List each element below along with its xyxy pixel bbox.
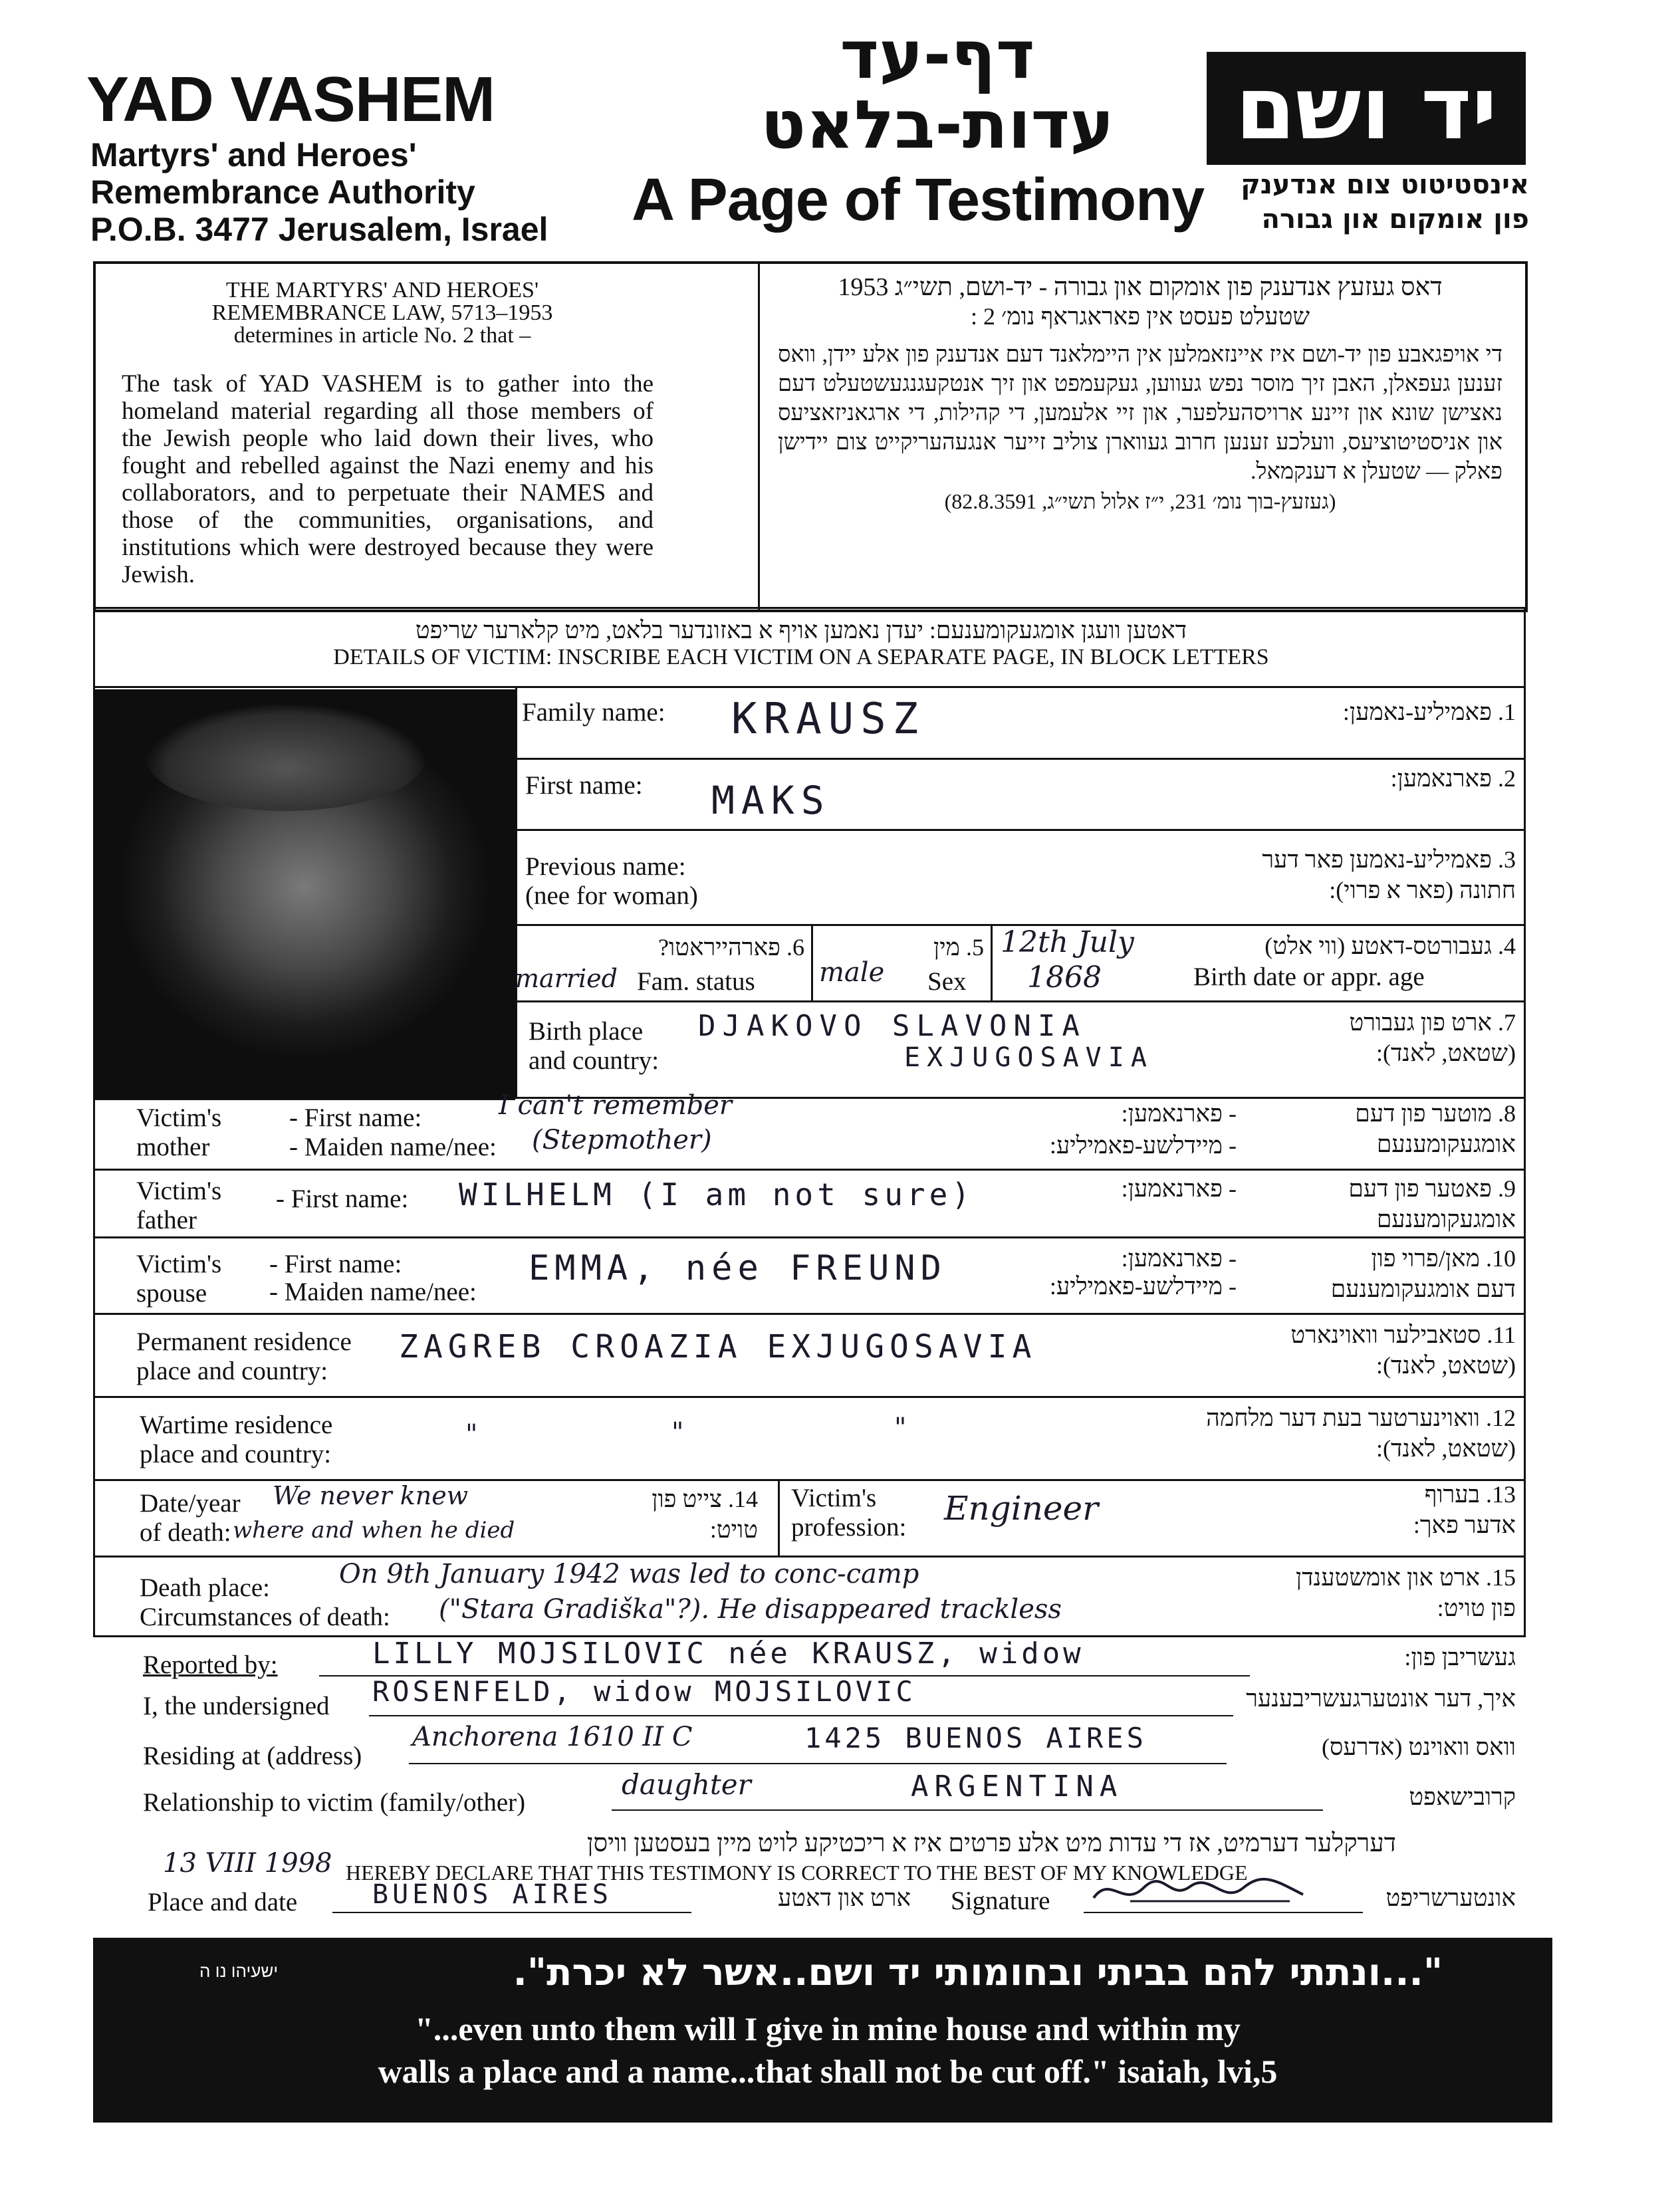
sex-label: Sex: [927, 967, 967, 996]
mother-first-name-value: I can't remember: [499, 1090, 733, 1121]
father-first-name-hebrew: - פארנאמען:: [1121, 1175, 1237, 1202]
undersigned-label: I, the undersigned: [143, 1692, 330, 1720]
father-hebrew-line-1: 9. פאטער פון דעם: [1348, 1175, 1516, 1202]
spouse-value: EMMA, née FREUND: [529, 1248, 947, 1288]
profession-hebrew-label: [1263, 1479, 1516, 1540]
reported-by-label: Reported by:: [143, 1651, 278, 1679]
previous-name-label-line-2: (nee for woman): [525, 881, 698, 910]
permanent-residence-value: ZAGREB CROAZIA EXJUGOSAVIA: [399, 1328, 1037, 1365]
first-name-hebrew-label: 2. פארנאמען:: [1390, 765, 1516, 792]
signature-line: [1084, 1912, 1363, 1913]
signature-label: Signature: [951, 1887, 1050, 1915]
permanent-residence-label-line-1: Permanent residence: [136, 1327, 352, 1356]
org-address-block: [90, 136, 548, 248]
death-place-hebrew-label: [1223, 1562, 1516, 1623]
death-date-label-line-1: Date/year: [140, 1489, 241, 1518]
law-heading-line-1: THE MARTYRS' AND HEROES': [225, 278, 539, 302]
logo-text: יד ושם: [1235, 58, 1497, 159]
permanent-residence-hebrew-line-1: 11. סטאבילער וואוינארט: [1290, 1322, 1516, 1348]
undersigned-line: [369, 1715, 1233, 1716]
previous-name-hebrew-line-1: 3. פאמיליע-נאמען פאר דער: [1262, 846, 1516, 873]
address-value-line-2: 1425 BUENOS AIRES: [804, 1722, 1147, 1754]
hebrew-title: [705, 16, 1170, 164]
permanent-residence-label: [136, 1327, 352, 1386]
mother-maiden-name-label: - Maiden name/nee:: [289, 1133, 497, 1161]
mother-hebrew-line-2: אומגעקומענעם: [1376, 1131, 1516, 1157]
family-status-label: Fam. status: [637, 967, 755, 996]
profession-hebrew-line-1: 13. בערוף: [1424, 1481, 1516, 1508]
relationship-country-value: ARGENTINA: [911, 1770, 1124, 1803]
mother-maiden-name-value: (Stepmother): [532, 1125, 712, 1155]
death-place-label-line-2: Circumstances of death:: [140, 1603, 390, 1631]
birth-place-label-line-2: and country:: [529, 1046, 660, 1075]
cell-divider: [991, 924, 993, 1000]
mother-first-name-label: - First name:: [289, 1103, 422, 1132]
spouse-maiden-name-hebrew: - מיידלשע-פאמיליע:: [1049, 1273, 1237, 1300]
quote-english: [100, 2008, 1556, 2093]
relationship-value: daughter: [622, 1768, 751, 1801]
death-place-hebrew-line-2: פון טויט:: [1437, 1595, 1516, 1621]
family-status-value: married: [515, 964, 618, 993]
grid-line: [515, 829, 1526, 831]
grid-line: [515, 1000, 1526, 1002]
father-hebrew-label: [1263, 1173, 1516, 1234]
death-date-label-line-2: of death:: [140, 1518, 231, 1547]
org-title: YAD VASHEM: [86, 64, 495, 135]
law-hebrew-text: [778, 273, 1502, 516]
undersigned-value: ROSENFELD, widow MOJSILOVIC: [372, 1675, 916, 1708]
previous-name-hebrew-line-2: חתונה (פאר א פרוי):: [1329, 877, 1516, 903]
grid-line: [93, 1396, 1526, 1398]
relationship-line: [612, 1809, 1323, 1811]
grid-line: [93, 607, 1526, 609]
grid-line: [93, 1236, 1526, 1238]
details-heading-hebrew: דאטען וועגן אומגעקומענעם: יעדן נאמען אויף א באזונדער בלאט, מיט קלארער שריפט: [415, 617, 1187, 643]
place-date-hebrew-label: ארט און דאטע: [777, 1885, 911, 1911]
victim-photo-highlight: [146, 705, 425, 811]
relationship-hebrew-label: קרובישאפט: [1409, 1784, 1516, 1810]
spouse-label-line-1: Victim's: [136, 1250, 222, 1278]
place-value: BUENOS AIRES: [372, 1879, 612, 1910]
family-name-value: KRAUSZ: [731, 695, 925, 744]
death-date-value-line-1: We never knew: [273, 1481, 469, 1510]
birth-date-value-year: 1868: [1027, 961, 1102, 994]
father-label-line-2: father: [136, 1206, 197, 1234]
hebrew-title-line-2: עדות-בלאט: [761, 86, 1114, 164]
father-hebrew-line-2: אומגעקומענעם: [1376, 1206, 1516, 1232]
mother-label: [136, 1103, 221, 1162]
mother-hebrew-line-1: 8. מוטער פון דעם: [1355, 1100, 1516, 1127]
permanent-residence-hebrew-line-2: (שטאט, לאנד):: [1376, 1352, 1516, 1379]
death-date-hebrew-line-2: טויט:: [709, 1516, 758, 1543]
death-date-value-line-2: where and when he died: [233, 1517, 515, 1544]
quote-hebrew-reference: ישעיהו נו ה: [199, 1961, 279, 1981]
address-value-line-1: Anchorena 1610 II C: [412, 1722, 693, 1752]
death-place-hebrew-line-1: 15. ארט און אומשטענדן: [1296, 1564, 1516, 1591]
cell-divider: [811, 924, 813, 1000]
birth-place-value-line-2: EXJUGOSAVIA: [904, 1042, 1153, 1073]
wartime-residence-hebrew-line-2: (שטאט, לאנד):: [1376, 1435, 1516, 1462]
relationship-label: Relationship to victim (family/other): [143, 1788, 526, 1817]
law-english-body: The task of YAD VASHEM is to gather into the homeland material regarding all those members of the Jewish people who laid down their lives, who fought and rebelled against the Nazi enemy and his collaborators, and to perpetuate their NAMES and those of the communities, organisations, and institutions which were destroyed because they were Jewish.: [122, 370, 654, 588]
sex-hebrew-label: 5. מין: [933, 934, 984, 961]
spouse-first-name-hebrew: - פארנאמען:: [1121, 1245, 1237, 1272]
spouse-label-line-2: spouse: [136, 1279, 207, 1308]
quote-english-line-1: "...even unto them will I give in mine house and within my: [415, 2010, 1241, 2047]
father-first-name-label: - First name:: [276, 1185, 409, 1213]
wartime-residence-label: [140, 1411, 332, 1469]
mother-label-line-1: Victim's: [136, 1103, 222, 1132]
wartime-residence-label-line-1: Wartime residence: [140, 1411, 333, 1439]
place-date-line: [332, 1912, 691, 1913]
org-line-1: Martyrs' and Heroes': [90, 136, 417, 173]
birth-place-label-line-1: Birth place: [529, 1017, 644, 1046]
photo-divider: [515, 686, 517, 1097]
mother-label-line-2: mother: [136, 1133, 210, 1161]
law-english-heading: [106, 279, 658, 347]
death-date-hebrew-line-1: 14. צייט פון: [652, 1486, 758, 1512]
hebrew-title-line-1: דף-עד: [840, 16, 1035, 94]
birth-place-label: [529, 1017, 659, 1076]
father-label: [136, 1177, 221, 1235]
yad-vashem-logo: [1207, 52, 1526, 165]
profession-label-line-2: profession:: [791, 1513, 907, 1542]
family-name-label: Family name:: [522, 698, 665, 727]
law-heading-line-3: determines in article No. 2 that –: [233, 323, 531, 348]
death-place-value-line-2: ("Stara Gradiška"?). He disappeared trackless: [439, 1594, 1062, 1625]
profession-hebrew-line-2: אדער פאך:: [1413, 1512, 1516, 1538]
previous-name-hebrew-label: [997, 844, 1516, 905]
reported-by-value: LILLY MOJSILOVIC née KRAUSZ, widow: [372, 1637, 1084, 1671]
grid-line: [93, 1313, 1526, 1315]
birth-place-hebrew-line-1: 7. ארט פון געבורט: [1349, 1009, 1516, 1036]
spouse-maiden-name-label: - Maiden name/nee:: [269, 1278, 477, 1306]
profession-label-line-1: Victim's: [791, 1484, 877, 1512]
sex-value: male: [819, 957, 885, 988]
law-hebrew-heading-2: שטעלט פעסט אין פאראגראף נומ׳ 2 :: [970, 303, 1310, 330]
spouse-label: [136, 1250, 221, 1308]
declaration-date-value: 13 VIII 1998: [163, 1848, 332, 1879]
permanent-residence-label-line-2: place and country:: [136, 1357, 328, 1385]
grid-line: [515, 758, 1526, 760]
death-place-value-line-1: On 9th January 1942 was led to conc-camp: [339, 1559, 919, 1589]
birth-date-value-day: 12th July: [1001, 925, 1134, 959]
spouse-hebrew-line-2: דעם אומגעקומענעם: [1330, 1276, 1516, 1302]
details-heading-english: DETAILS OF VICTIM: INSCRIBE EACH VICTIM ON A SEPARATE PAGE, IN BLOCK LETTERS: [333, 645, 1269, 669]
previous-name-label-line-1: Previous name:: [525, 852, 686, 881]
wartime-ditto-3: ": [894, 1413, 907, 1443]
mother-maiden-name-hebrew: - מיידלשע-פאמיליע:: [1049, 1132, 1237, 1159]
quote-hebrew: "...ונתתי להם בביתי ובחומותי יד ושם..אשר לא יכרת".: [513, 1951, 1443, 1994]
signature-mark: [1090, 1868, 1330, 1914]
previous-name-label: [525, 852, 698, 911]
death-date-hebrew-label: [598, 1484, 758, 1545]
address-line: [409, 1763, 1227, 1764]
death-date-label: [140, 1489, 241, 1548]
declaration-english: HEREBY DECLARE THAT THIS TESTIMONY IS CORRECT TO THE BEST OF MY KNOWLEDGE: [346, 1861, 1248, 1885]
family-name-hebrew-label: 1. פאמיליע-נאמען:: [1342, 699, 1516, 725]
first-name-value: MAKS: [711, 778, 831, 823]
quote-english-line-2: walls a place and a name...that shall not be cut off." isaiah, lvi,5: [378, 2053, 1278, 2090]
profession-label: [791, 1484, 906, 1542]
logo-subtitle-line-2: פון אומקום און גבורה: [1261, 204, 1529, 235]
birth-date-hebrew-label: 4. געבורטס-דאטע (ווי אלט): [1264, 933, 1516, 959]
page-title: A Page of Testimony: [632, 167, 1205, 233]
birth-date-label: Birth date or appr. age: [1193, 963, 1425, 991]
wartime-ditto-1: ": [465, 1419, 478, 1450]
birth-place-hebrew-label: [1197, 1007, 1516, 1068]
first-name-label: First name:: [525, 771, 643, 800]
spouse-hebrew-line-1: 10. מאן/פרוי פון: [1371, 1245, 1516, 1272]
law-hebrew-heading-1: דאס געזעץ אנדענק פון אומקום און גבורה - יד-ושם, תשי״ג 1953: [838, 273, 1443, 301]
org-line-3: P.O.B. 3477 Jerusalem, Israel: [90, 211, 548, 248]
father-label-line-1: Victim's: [136, 1177, 222, 1205]
family-status-hebrew-label: 6. פארהייראטו?: [658, 934, 804, 961]
law-heading-line-2: REMEMBRANCE LAW, 5713–1953: [211, 300, 553, 325]
declaration-hebrew: דערקלער דערמיט, אז די עדות מיט אלע פרטים איז א ריכטיקע לויט מיין בעסטען וויסן: [586, 1829, 1396, 1857]
law-hebrew-reference: (געזעץ-בוך נומ׳ 231, י״ז אלול תשי״ג, 82.8.3591): [944, 489, 1336, 513]
permanent-residence-hebrew-label: [1197, 1320, 1516, 1381]
logo-subtitle-line-1: אינסטיטוט צום אנדענק: [1241, 170, 1529, 200]
address-label: Residing at (address): [143, 1742, 362, 1770]
spouse-hebrew-label: [1250, 1243, 1516, 1304]
wartime-residence-hebrew-line-1: 12. וואוינערטער בעת דער מלחמה: [1206, 1405, 1516, 1431]
birth-place-hebrew-line-2: (שטאט, לאנד):: [1376, 1040, 1516, 1066]
undersigned-hebrew-label: איך, דער אונטערגעשריבענער: [1246, 1685, 1516, 1712]
father-first-name-value: WILHELM (I am not sure): [459, 1177, 974, 1212]
mother-first-name-hebrew: - פארנאמען:: [1121, 1100, 1237, 1127]
birth-place-value-line-1: DJAKOVO SLAVONIA: [698, 1009, 1086, 1043]
profession-value: Engineer: [944, 1489, 1098, 1528]
logo-subtitle: [1197, 168, 1529, 237]
law-hebrew-body: די אויפגאבע פון יד-ושם איז איינזאמלען אין היימלאנד דעם אנדענק פון אלע יידן, וואס זענען געפאלן, האבן זיך מוסר נפש געווען, געקעמפט און זיך אנטקעגנגעשטעלט דעם נאצישן שונא און זיינע ארויסהעלפער, און זיי אלעמען, די קהילות, די ארגאניזאציעס און אניסטיטוציעס, וועלכע זענען חרוב געווארן צוליב זייער אנגעהעריקייט צום יידישן פאלק — שטעלן א דענקמאל.: [778, 342, 1502, 484]
cell-divider: [778, 1479, 780, 1556]
law-box-divider: [758, 261, 760, 610]
grid-line: [93, 1556, 1526, 1558]
reported-by-hebrew-label: געשריבן פון:: [1404, 1644, 1516, 1671]
grid-border-right: [1524, 607, 1526, 1635]
spouse-first-name-label: - First name:: [269, 1250, 402, 1278]
place-date-label: Place and date: [148, 1888, 298, 1916]
signature-hebrew-label: אונטערשריפט: [1385, 1885, 1516, 1911]
address-hebrew-label: וואס וואוינט (אדרעס): [1321, 1734, 1516, 1760]
grid-line: [93, 1169, 1526, 1171]
wartime-residence-label-line-2: place and country:: [140, 1440, 332, 1468]
wartime-ditto-2: ": [671, 1417, 684, 1448]
death-place-label-line-1: Death place:: [140, 1573, 270, 1602]
mother-hebrew-label: [1263, 1098, 1516, 1159]
grid-line: [93, 686, 1526, 688]
org-line-2: Remembrance Authority: [90, 173, 475, 211]
wartime-residence-hebrew-label: [1064, 1403, 1516, 1464]
